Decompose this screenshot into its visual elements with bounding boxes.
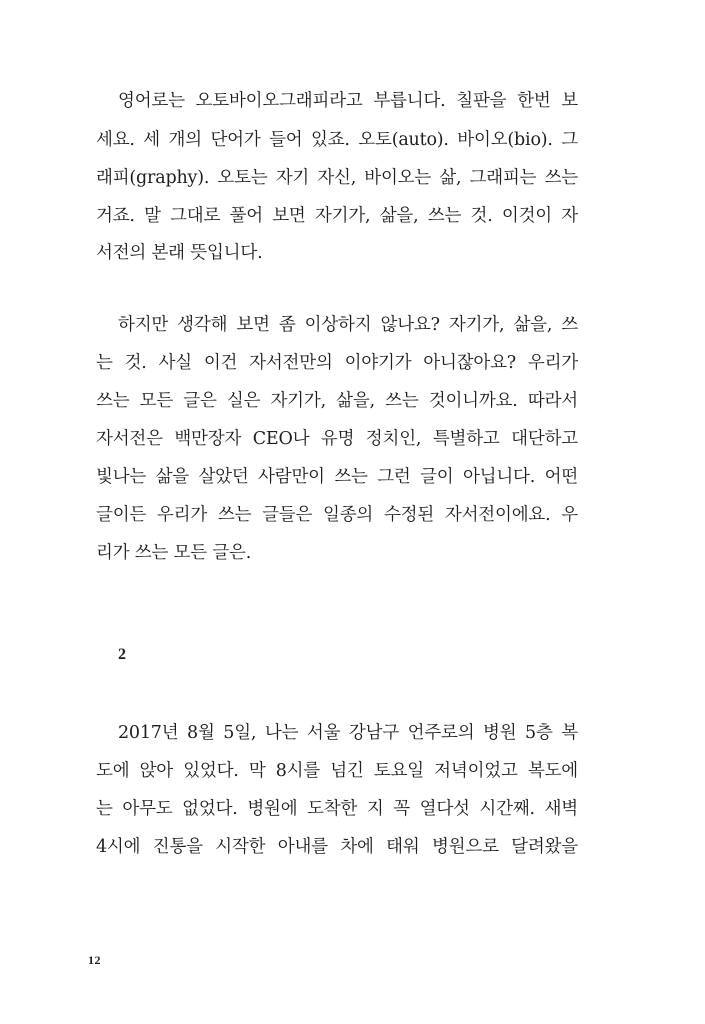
text-line: 4시에 진통을 시작한 아내를 차에 태워 병원으로 달려왔을 — [96, 837, 578, 857]
text-line: 거죠. 말 그대로 풀어 보면 자기가, 삶을, 쓰는 것. 이것이 자 — [96, 206, 578, 226]
text-line: 는 것. 사실 이건 자서전만의 이야기가 아니잖아요? 우리가 — [96, 353, 578, 373]
text-line: 도에 앉아 있었다. 막 8시를 넘긴 토요일 저녁이었고 복도에 — [96, 761, 578, 781]
section-number: 2 — [118, 646, 126, 663]
text-line: 자서전은 백만장자 CEO나 유명 정치인, 특별하고 대단하고 — [96, 429, 578, 449]
text-line: 글이든 우리가 쓰는 글들은 일종의 수정된 자서전이에요. 우 — [96, 505, 578, 525]
text-line: 영어로는 오토바이오그래피라고 부릅니다. 칠판을 한번 보 — [118, 91, 578, 111]
page-number: 12 — [88, 953, 101, 967]
text-line: 하지만 생각해 보면 좀 이상하지 않나요? 자기가, 삶을, 쓰 — [118, 315, 578, 335]
text-line: 2017년 8월 5일, 나는 서울 강남구 언주로의 병원 5층 복 — [118, 723, 578, 743]
text-line: 쓰는 모든 글은 실은 자기가, 삶을, 쓰는 것이니까요. 따라서 — [96, 391, 578, 411]
text-line: 서전의 본래 뜻입니다. — [96, 243, 263, 263]
text-line: 세요. 세 개의 단어가 들어 있죠. 오토(auto). 바이오(bio). 그 — [96, 130, 578, 150]
text-line: 는 아무도 없었다. 병원에 도착한 지 꼭 열다섯 시간째. 새벽 — [96, 799, 578, 819]
text-line: 래피(graphy). 오토는 자기 자신, 바이오는 삶, 그래피는 쓰는 — [96, 168, 578, 188]
text-line: 리가 쓰는 모든 글은. — [96, 543, 252, 563]
text-line: 빛나는 삶을 살았던 사람만이 쓰는 그런 글이 아닙니다. 어떤 — [96, 467, 578, 487]
